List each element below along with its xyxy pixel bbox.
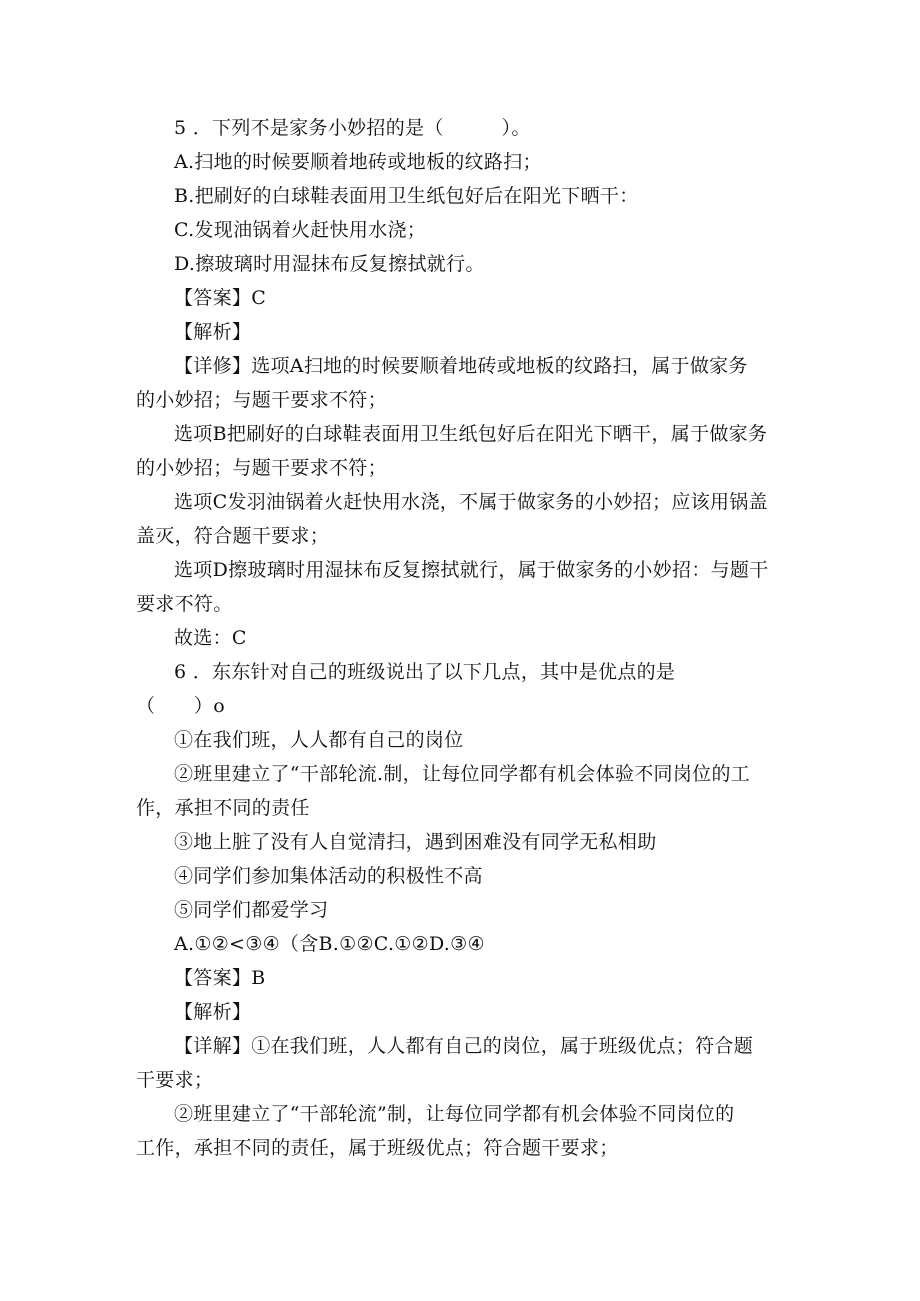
question-6-item-3: ③地上脏了没有人自觉清扫，遇到困难没有同学无私相助 bbox=[174, 831, 657, 853]
question-5-stem: 5 ．下列不是家务小妙招的是（ ）。 bbox=[174, 117, 531, 139]
question-6-options: A.①②<③④（含B.①②C.①②D.③④ bbox=[174, 933, 485, 955]
question-5-explanation-line-5: 选项C发羽油锅着火赶快用水浇，不属于做家务的小妙招；应该用锅盖 bbox=[174, 491, 768, 513]
question-6-item-5: ⑤同学们都爱学习 bbox=[174, 899, 329, 921]
question-5-explanation-line-7: 选项D擦玻璃时用湿抹布反复擦拭就行，属于做家务的小妙招：与题干 bbox=[174, 559, 769, 581]
question-6-explanation-line-2: 干要求； bbox=[136, 1069, 214, 1091]
question-5-explanation-line-6: 盖灭，符合题干要求； bbox=[136, 525, 330, 547]
question-6-item-1: ①在我们班，人人都有自己的岗位 bbox=[174, 729, 464, 751]
question-6-item-2-line-2: 作，承担不同的责任 bbox=[136, 797, 310, 819]
question-5-option-c: C.发现油锅着火赶快用水浇； bbox=[174, 219, 427, 241]
question-5-conclusion: 故选：C bbox=[174, 627, 247, 649]
question-6-stem-continuation: （ ）o bbox=[136, 695, 225, 717]
question-6-item-2-line-1: ②班里建立了“干部轮流.制，让每位同学都有机会体验不同岗位的工 bbox=[174, 763, 751, 785]
question-5-option-b: B.把刷好的白球鞋表面用卫生纸包好后在阳光下晒干： bbox=[174, 185, 639, 207]
question-6-explanation-line-1: 【详解】①在我们班，人人都有自己的岗位，属于班级优点；符合题 bbox=[174, 1035, 754, 1057]
question-5-option-a: A.扫地的时候要顺着地砖或地板的纹路扫； bbox=[174, 151, 542, 173]
question-6-explanation-line-4: 工作，承担不同的责任，属于班级优点；符合题干要求； bbox=[136, 1137, 619, 1159]
question-6-stem: 6 ．东东针对自己的班级说出了以下几点，其中是优点的是 bbox=[174, 661, 676, 683]
question-6-item-4: ④同学们参加集体活动的积极性不高 bbox=[174, 865, 483, 887]
question-6-analysis-heading: 【解析】 bbox=[174, 1001, 252, 1023]
question-5-explanation-line-3: 选项B把刷好的白球鞋表面用卫生纸包好后在阳光下晒干，属于做家务 bbox=[174, 423, 768, 445]
question-5-option-d: D.擦玻璃时用湿抹布反复擦拭就行。 bbox=[174, 253, 485, 275]
question-6-answer: 【答案】B bbox=[174, 967, 266, 989]
question-5-explanation-line-8: 要求不符。 bbox=[136, 593, 233, 615]
question-5-explanation-line-2: 的小妙招；与题干要求不符； bbox=[136, 389, 387, 411]
question-5-explanation-line-1: 【详修】选项A扫地的时候要顺着地砖或地板的纹路扫，属于做家务 bbox=[174, 355, 748, 377]
question-5-analysis-heading: 【解析】 bbox=[174, 321, 252, 343]
question-5-answer: 【答案】C bbox=[174, 287, 267, 309]
question-5-explanation-line-4: 的小妙招；与题干要求不符； bbox=[136, 457, 387, 479]
question-6-explanation-line-3: ②班里建立了“干部轮流”制，让每位同学都有机会体验不同岗位的 bbox=[174, 1103, 735, 1125]
